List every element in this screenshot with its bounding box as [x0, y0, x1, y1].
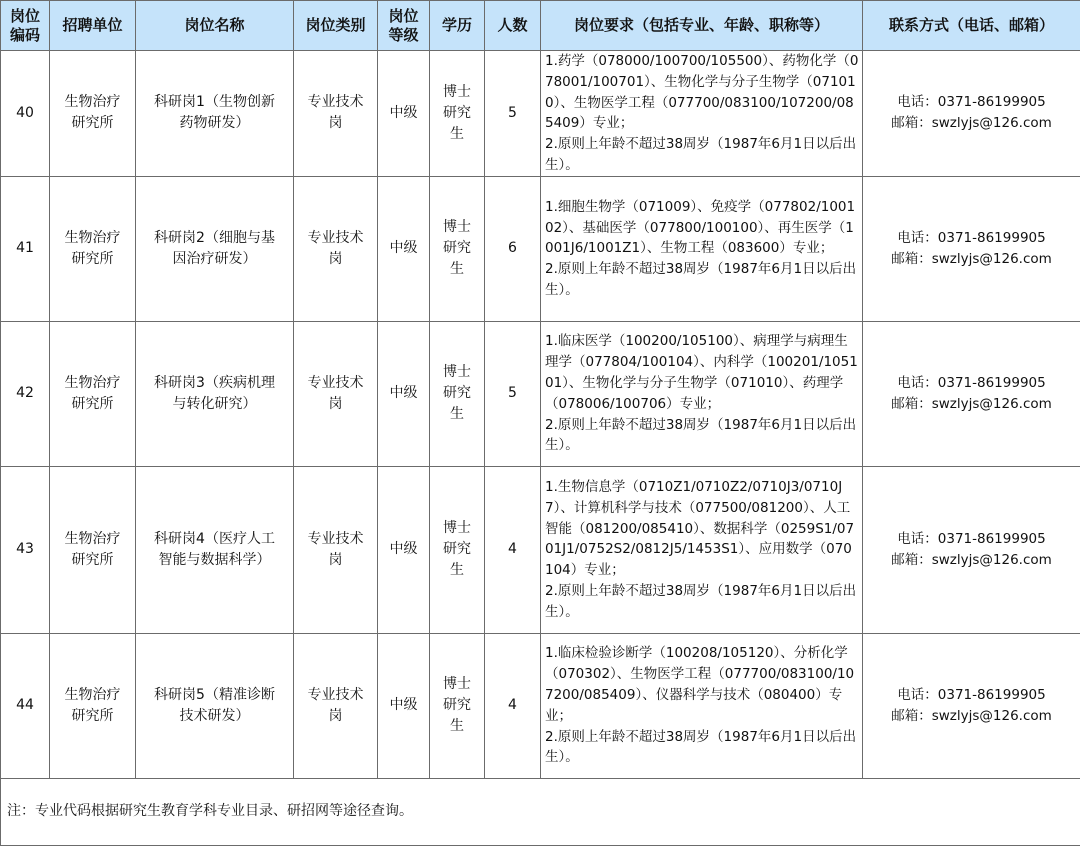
cell-level: 中级 — [378, 633, 430, 778]
table-row — [1, 176, 1080, 321]
contact-email: 邮箱：swzlyjs@126.com — [891, 707, 1052, 724]
cell-count: 5 — [485, 321, 541, 466]
cell-name: 科研岗3（疾病机理 与转化研究） — [136, 321, 294, 466]
cell-unit: 生物治疗 研究所 — [50, 51, 136, 177]
cell-code: 44 — [1, 633, 50, 778]
requirement-age: 2.原则上年龄不超过38周岁（1987年6月1日以后出生）。 — [545, 136, 857, 173]
header-requirements: 岗位要求（包括专业、年龄、职称等） — [541, 1, 863, 51]
header-row — [1, 1, 1080, 51]
cell-name: 科研岗4（医疗人工 智能与数据科学） — [136, 466, 294, 633]
contact-email: 邮箱：swzlyjs@126.com — [891, 551, 1052, 568]
cell-level: 中级 — [378, 176, 430, 321]
cell-requirements — [541, 321, 863, 466]
cell-code: 42 — [1, 321, 50, 466]
table-row — [1, 466, 1080, 633]
cell-requirements — [541, 466, 863, 633]
cell-education: 博士 研究 生 — [430, 51, 485, 177]
cell-unit: 生物治疗 研究所 — [50, 176, 136, 321]
cell-code: 40 — [1, 51, 50, 177]
contact-phone: 电话：0371-86199905 — [897, 530, 1046, 547]
cell-name: 科研岗1（生物创新 药物研发） — [136, 51, 294, 177]
cell-education: 博士 研究 生 — [430, 321, 485, 466]
header-name: 岗位名称 — [136, 1, 294, 51]
cell-contact — [863, 321, 1080, 466]
cell-requirements — [541, 633, 863, 778]
cell-unit: 生物治疗 研究所 — [50, 321, 136, 466]
cell-requirements — [541, 51, 863, 177]
header-category: 岗位类别 — [294, 1, 378, 51]
cell-level: 中级 — [378, 51, 430, 177]
cell-category: 专业技术 岗 — [294, 321, 378, 466]
cell-count: 6 — [485, 176, 541, 321]
cell-contact — [863, 51, 1080, 177]
requirement-majors: 1.细胞生物学（071009）、免疫学（077802/100102）、基础医学（077800/100100）、再生医学（1001J6/1001Z1）、生物工程（083600）专业； — [545, 198, 856, 257]
cell-category: 专业技术 岗 — [294, 466, 378, 633]
requirement-age: 2.原则上年龄不超过38周岁（1987年6月1日以后出生）。 — [545, 728, 857, 766]
requirement-age: 2.原则上年龄不超过38周岁（1987年6月1日以后出生）。 — [545, 582, 857, 620]
table-row — [1, 633, 1080, 778]
cell-level: 中级 — [378, 321, 430, 466]
header-level: 岗位 等级 — [378, 1, 430, 51]
table-row — [1, 321, 1080, 466]
header-contact: 联系方式（电话、邮箱） — [863, 1, 1080, 51]
requirement-age: 2.原则上年龄不超过38周岁（1987年6月1日以后出生）。 — [545, 416, 857, 454]
cell-code: 43 — [1, 466, 50, 633]
requirement-majors: 1.药学（078000/100700/105500）、药物化学（078001/100701）、生物化学与分子生物学（071010）、生物医学工程（077700/083100/107200/085409）专业； — [545, 53, 859, 132]
cell-requirements — [541, 176, 863, 321]
contact-phone: 电话：0371-86199905 — [897, 686, 1046, 703]
cell-education: 博士 研究 生 — [430, 466, 485, 633]
cell-code: 41 — [1, 176, 50, 321]
contact-email: 邮箱：swzlyjs@126.com — [891, 250, 1052, 267]
table-row — [1, 51, 1080, 177]
cell-category: 专业技术 岗 — [294, 633, 378, 778]
cell-contact — [863, 466, 1080, 633]
cell-unit: 生物治疗 研究所 — [50, 466, 136, 633]
requirement-majors: 1.临床检验诊断学（100208/105120）、分析化学（070302）、生物医学工程（077700/083100/107200/085409）、仪器科学与技术（080400）专业； — [545, 645, 855, 724]
cell-name: 科研岗2（细胞与基 因治疗研发） — [136, 176, 294, 321]
requirement-majors: 1.生物信息学（0710Z1/0710Z2/0710J3/0710J7）、计算机科学与技术（077500/081200）、人工智能（081200/085410）、数据科学（0259S1/0701J1/0752S2/0812J5/1453S1）、应用数学（070104）专业； — [545, 478, 855, 579]
header-education: 学历 — [430, 1, 485, 51]
header-code: 岗位 编码 — [1, 1, 50, 51]
cell-name: 科研岗5（精准诊断 技术研发） — [136, 633, 294, 778]
cell-count: 4 — [485, 633, 541, 778]
requirement-age: 2.原则上年龄不超过38周岁（1987年6月1日以后出生）。 — [545, 261, 857, 298]
contact-phone: 电话：0371-86199905 — [897, 229, 1046, 246]
cell-category: 专业技术 岗 — [294, 176, 378, 321]
contact-phone: 电话：0371-86199905 — [897, 374, 1046, 391]
cell-education: 博士 研究 生 — [430, 633, 485, 778]
contact-email: 邮箱：swzlyjs@126.com — [891, 115, 1052, 132]
cell-count: 5 — [485, 51, 541, 177]
cell-level: 中级 — [378, 466, 430, 633]
cell-education: 博士 研究 生 — [430, 176, 485, 321]
cell-category: 专业技术 岗 — [294, 51, 378, 177]
footnote: 注：专业代码根据研究生教育学科专业目录、研招网等途径查询。 — [1, 778, 1080, 845]
header-unit: 招聘单位 — [50, 1, 136, 51]
header-count: 人数 — [485, 1, 541, 51]
cell-count: 4 — [485, 466, 541, 633]
cell-contact — [863, 176, 1080, 321]
cell-unit: 生物治疗 研究所 — [50, 633, 136, 778]
requirement-majors: 1.临床医学（100200/105100）、病理学与病理生理学（077804/100104）、内科学（100201/105101）、生物化学与分子生物学（071010）、药理学（078006/100706）专业； — [545, 333, 858, 412]
contact-email: 邮箱：swzlyjs@126.com — [891, 395, 1052, 412]
cell-contact — [863, 633, 1080, 778]
contact-phone: 电话：0371-86199905 — [897, 94, 1046, 111]
footnote-row — [1, 778, 1080, 845]
